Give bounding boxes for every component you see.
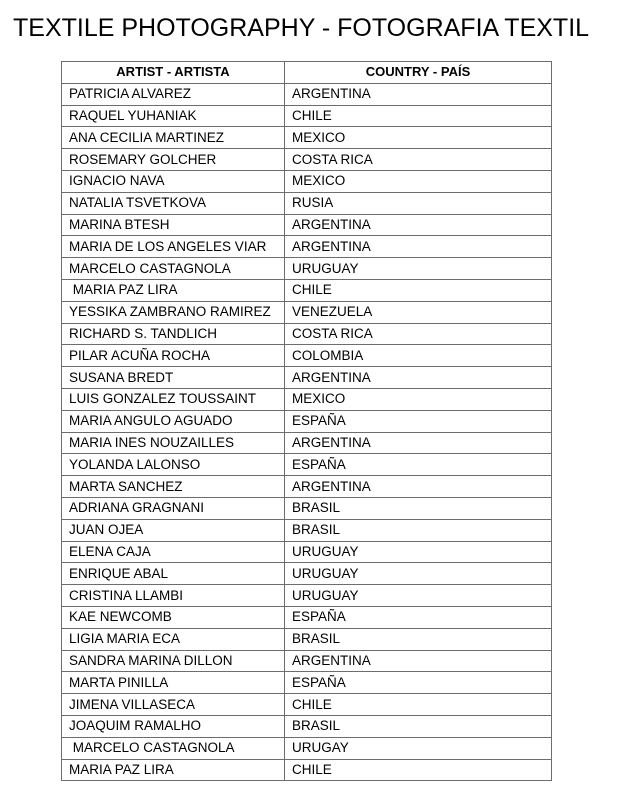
country-cell: MEXICO bbox=[285, 170, 552, 192]
artist-cell: LIGIA MARIA ECA bbox=[62, 628, 285, 650]
artist-cell: RICHARD S. TANDLICH bbox=[62, 323, 285, 345]
artist-cell: KAE NEWCOMB bbox=[62, 606, 285, 628]
table-row bbox=[62, 410, 552, 432]
country-cell: URUGUAY bbox=[285, 541, 552, 563]
artist-cell: MARCELO CASTAGNOLA bbox=[62, 737, 285, 759]
table-row bbox=[62, 606, 552, 628]
artist-cell: MARTA PINILLA bbox=[62, 672, 285, 694]
country-cell: ARGENTINA bbox=[285, 432, 552, 454]
country-cell: ESPAÑA bbox=[285, 410, 552, 432]
country-cell: ARGENTINA bbox=[285, 650, 552, 672]
country-cell: BRASIL bbox=[285, 628, 552, 650]
country-cell: ARGENTINA bbox=[285, 83, 552, 105]
artist-cell: NATALIA TSVETKOVA bbox=[62, 192, 285, 214]
artist-cell: ANA CECILIA MARTINEZ bbox=[62, 127, 285, 149]
artist-cell: JUAN OJEA bbox=[62, 519, 285, 541]
table-row bbox=[62, 192, 552, 214]
country-cell: ARGENTINA bbox=[285, 367, 552, 389]
table-row bbox=[62, 83, 552, 105]
table-row bbox=[62, 476, 552, 498]
artist-cell: MARIA ANGULO AGUADO bbox=[62, 410, 285, 432]
table-row bbox=[62, 367, 552, 389]
artist-cell: PILAR ACUÑA ROCHA bbox=[62, 345, 285, 367]
table-row bbox=[62, 672, 552, 694]
table-row bbox=[62, 301, 552, 323]
artist-cell: ADRIANA GRAGNANI bbox=[62, 497, 285, 519]
table-row bbox=[62, 105, 552, 127]
artist-cell: ROSEMARY GOLCHER bbox=[62, 149, 285, 171]
table-row bbox=[62, 694, 552, 716]
country-cell: MEXICO bbox=[285, 388, 552, 410]
column-header-country: COUNTRY - PAÍS bbox=[285, 62, 552, 84]
table-row bbox=[62, 279, 552, 301]
artist-cell: YESSIKA ZAMBRANO RAMIREZ bbox=[62, 301, 285, 323]
table-row bbox=[62, 214, 552, 236]
country-cell: BRASIL bbox=[285, 715, 552, 737]
table-row bbox=[62, 149, 552, 171]
country-cell: ARGENTINA bbox=[285, 476, 552, 498]
table-row bbox=[62, 497, 552, 519]
country-cell: COSTA RICA bbox=[285, 323, 552, 345]
artist-cell: MARIA PAZ LIRA bbox=[62, 279, 285, 301]
table-row bbox=[62, 737, 552, 759]
table-row bbox=[62, 759, 552, 781]
country-cell: BRASIL bbox=[285, 497, 552, 519]
artist-cell: ENRIQUE ABAL bbox=[62, 563, 285, 585]
country-cell: CHILE bbox=[285, 694, 552, 716]
country-cell: CHILE bbox=[285, 105, 552, 127]
artist-cell: YOLANDA LALONSO bbox=[62, 454, 285, 476]
table-row bbox=[62, 650, 552, 672]
country-cell: URUGUAY bbox=[285, 258, 552, 280]
table-row bbox=[62, 432, 552, 454]
artist-cell: ELENA CAJA bbox=[62, 541, 285, 563]
artists-table bbox=[61, 61, 552, 781]
artist-cell: IGNACIO NAVA bbox=[62, 170, 285, 192]
table-row bbox=[62, 127, 552, 149]
country-cell: BRASIL bbox=[285, 519, 552, 541]
artist-cell: SANDRA MARINA DILLON bbox=[62, 650, 285, 672]
country-cell: ARGENTINA bbox=[285, 214, 552, 236]
artist-cell: CRISTINA LLAMBI bbox=[62, 585, 285, 607]
table-row bbox=[62, 628, 552, 650]
artist-cell: LUIS GONZALEZ TOUSSAINT bbox=[62, 388, 285, 410]
country-cell: RUSIA bbox=[285, 192, 552, 214]
country-cell: MEXICO bbox=[285, 127, 552, 149]
country-cell: ESPAÑA bbox=[285, 454, 552, 476]
page-title: TEXTILE PHOTOGRAPHY - FOTOGRAFIA TEXTIL bbox=[13, 14, 590, 42]
artist-cell: MARIA INES NOUZAILLES bbox=[62, 432, 285, 454]
country-cell: CHILE bbox=[285, 279, 552, 301]
artists-table-container bbox=[61, 61, 552, 781]
artist-cell: RAQUEL YUHANIAK bbox=[62, 105, 285, 127]
table-row bbox=[62, 236, 552, 258]
table-row bbox=[62, 258, 552, 280]
country-cell: COSTA RICA bbox=[285, 149, 552, 171]
country-cell: ESPAÑA bbox=[285, 606, 552, 628]
table-row bbox=[62, 519, 552, 541]
country-cell: URUGUAY bbox=[285, 563, 552, 585]
country-cell: COLOMBIA bbox=[285, 345, 552, 367]
artist-cell: JOAQUIM RAMALHO bbox=[62, 715, 285, 737]
country-cell: ESPAÑA bbox=[285, 672, 552, 694]
country-cell: VENEZUELA bbox=[285, 301, 552, 323]
table-row bbox=[62, 541, 552, 563]
table-body bbox=[62, 83, 552, 781]
table-row bbox=[62, 585, 552, 607]
artist-cell: PATRICIA ALVAREZ bbox=[62, 83, 285, 105]
table-row bbox=[62, 323, 552, 345]
country-cell: CHILE bbox=[285, 759, 552, 781]
table-row bbox=[62, 345, 552, 367]
artist-cell: SUSANA BREDT bbox=[62, 367, 285, 389]
artist-cell: MARIA PAZ LIRA bbox=[62, 759, 285, 781]
country-cell: URUGAY bbox=[285, 737, 552, 759]
artist-cell: MARIA DE LOS ANGELES VIAR bbox=[62, 236, 285, 258]
table-row bbox=[62, 170, 552, 192]
country-cell: URUGUAY bbox=[285, 585, 552, 607]
column-header-artist: ARTIST - ARTISTA bbox=[62, 62, 285, 84]
table-row bbox=[62, 388, 552, 410]
table-row bbox=[62, 454, 552, 476]
table-row bbox=[62, 563, 552, 585]
table-row bbox=[62, 715, 552, 737]
country-cell: ARGENTINA bbox=[285, 236, 552, 258]
artist-cell: MARINA BTESH bbox=[62, 214, 285, 236]
table-header-row bbox=[62, 62, 552, 84]
artist-cell: MARCELO CASTAGNOLA bbox=[62, 258, 285, 280]
artist-cell: JIMENA VILLASECA bbox=[62, 694, 285, 716]
artist-cell: MARTA SANCHEZ bbox=[62, 476, 285, 498]
